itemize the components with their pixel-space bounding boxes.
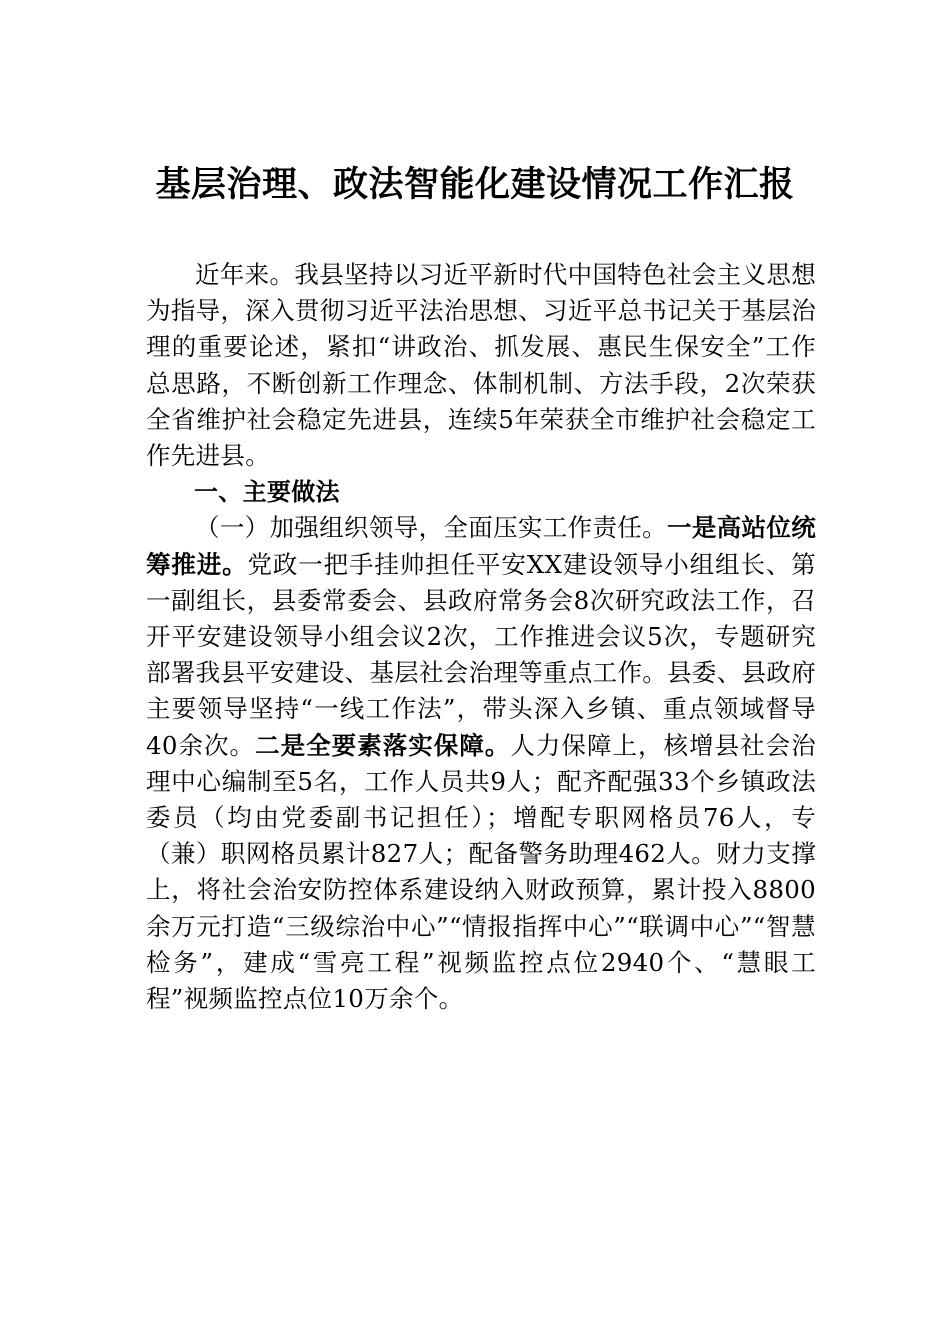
document-title: 基层治理、政法智能化建设情况工作汇报 bbox=[155, 164, 795, 205]
point1-text: 党政一把手挂帅担任平安XX建设领导小组组长、第一副组长，县委常委会、县政府常务会8次研究政法工作，召开平安建设领导小组会议2次，工作推进会议5次，专题研究部署我县平安建设、基层社会治理等重点工作。县委、县政府主要领导坚持“一线工作法”，带头深入乡镇、重点领域督导40余次。 bbox=[146, 549, 817, 760]
subsection-paragraph bbox=[146, 510, 816, 1017]
subsection-lead: （一）加强组织领导，全面压实工作责任。 bbox=[195, 513, 667, 543]
point1-title: 一是高站位统筹推进。 bbox=[146, 513, 816, 579]
section-heading: 一、主要做法 bbox=[194, 478, 340, 507]
document-body bbox=[146, 257, 816, 1017]
point2-text: 人力保障上，核增县社会治理中心编制至5名，工作人员共9人；配齐配强33个乡镇政法委员（均由党委副书记担任）；增配专职网格员76人，专（兼）职网格员累计827人；配备警务助理462人。财力支撑上，将社会治安防控体系建设纳入财政预算，累计投入8800余万元打造“三级综治中心”“情报指挥中心”“联调中心”“智慧检务”，建成“雪亮工程”视频监控点位2940个、“慧眼工程”视频监控点位10万余个。 bbox=[146, 730, 816, 1014]
intro-paragraph: 近年来。我县坚持以习近平新时代中国特色社会主义思想为指导，深入贯彻习近平法治思想、习近平总书记关于基层治理的重要论述，紧扣“讲政治、抓发展、惠民生保安全”工作总思路，不断创新工作理念、体制机制、方法手段，2次荣获全省维护社会稳定先进县，连续5年荣获全市维护社会稳定工作先进县。 bbox=[146, 260, 816, 471]
point2-title: 二是全要素落实保障。 bbox=[255, 730, 511, 760]
